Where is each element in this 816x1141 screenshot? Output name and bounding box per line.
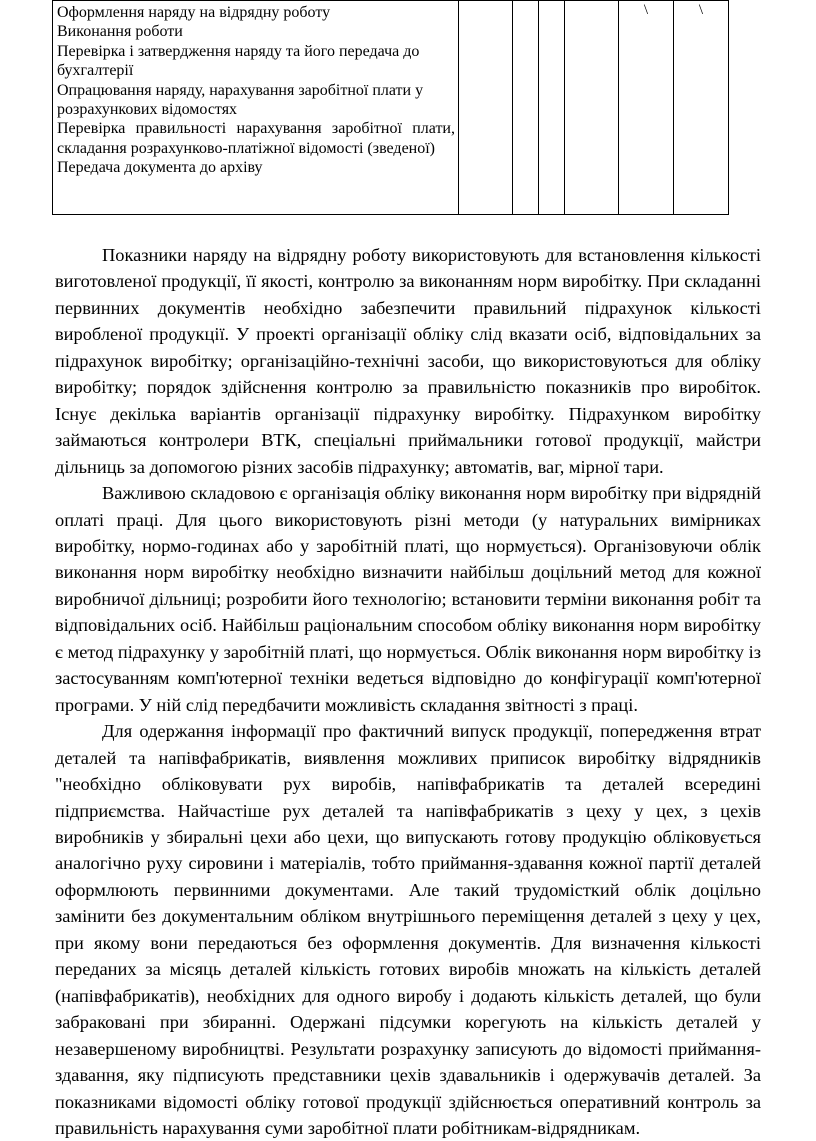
paragraph: Важливою складовою є організація обліку виконання норм виробітку при відрядній оплаті праці. Для цього використовують різні методи (у натуральних вимірниках виробітку, нормо-годинах або у заробітній платі, що нормується). Організовуючи облік виконання норм виробітку необхідно визначити найбільш доцільний метод для кожної виробничої дільниці; розробити його технологію; встановити терміни виконання робіт та відповідальних осіб. Найбільш раціональним способом обліку виконання норм виробітку є метод підрахунку у заробітній платі, що нормується. Облік виконання норм виробітку із застосуванням комп'ютерної техніки ведеться відповідно до конфігурації комп'ютерної програми. У ній слід передбачити можливість складання звітності з праці. — [55, 483, 761, 715]
body-text — [55, 242, 761, 1141]
task-item: Перевірка і затвердження наряду та його передача до бухгалтерії — [57, 42, 420, 80]
task-item: Перевірка правильності нарахування заробітної плати, складання розрахунково-платіжної відомості (зведеної) — [57, 120, 455, 157]
task-list-cell — [53, 1, 459, 215]
paragraph: Для одержання інформації про фактичний випуск продукції, попередження втрат деталей та напівфабрикатів, виявлення можливих приписок виробітку відрядників "необхідно обліковувати рух виробів, напівфабрикатів та деталей всередині підприємства. Найчастіше рух деталей та напівфабрикатів з цеху у цех, з цехів виробників у збиральні цехи або цехи, що випускають готову продукцію обліковується аналогічно руху сировини і матеріалів, тобто приймання-здавання кожної партії деталей оформлюють первинними документами. Але такий трудомісткий облік доцільно замінити без документальним обліком внутрішнього переміщення деталей з цеху у цех, при якому вони передаються без оформлення документів. Для визначення кількості переданих за місяць деталей кількість готових виробів множать на кількість деталей (напівфабрикатів), необхідних для одного виробу і додають кількість деталей, що були забраковані при збиранні. Одержані підсумки корегують на кількість деталей у незавершеному виробництві. Результати розрахунку записують до відомості приймання-здавання, яку підписують представники цехів здавальників і одержувачів деталей. За показниками відомості обліку готової продукції здійснюється оперативний контроль за правильність нарахування суми заробітної плати робітникам-відрядникам. — [55, 721, 761, 1138]
workflow-table — [52, 0, 729, 215]
task-item: Опрацювання наряду, нарахування заробітної плати у розрахункових відомостях — [57, 81, 424, 119]
table-row — [53, 1, 729, 215]
table-cell: \ — [674, 1, 729, 215]
table-cell: \ — [619, 1, 674, 215]
task-item: Оформлення наряду на відрядну роботу — [57, 4, 331, 21]
table-cell — [459, 1, 513, 215]
paragraph: Показники наряду на відрядну роботу використовують для встановлення кількості виготовленої продукції, її якості, контролю за виконанням норм виробітку. При складанні первинних документів необхідно забезпечити правильний підрахунок кількості виробленої продукції. У проекті організації обліку слід вказати осіб, відповідальних за підрахунок виробітку; організаційно-технічні засоби, що використовуються для обліку виробітку; порядок здійснення контролю за правильністю показників про виробіток. Існує декілька варіантів організації підрахунку виробітку. Підрахунком виробітку займаються контролери ВТК, спеціальні приймальники готової продукції, майстри дільниць за допомогою різних засобів підрахунку; автоматів, ваг, мірної тари. — [55, 245, 761, 477]
task-item: Передача документа до архіву — [57, 159, 263, 177]
task-item: Виконання роботи — [57, 23, 183, 41]
table-cell — [565, 1, 619, 215]
table-cell — [539, 1, 565, 215]
table-cell — [513, 1, 539, 215]
